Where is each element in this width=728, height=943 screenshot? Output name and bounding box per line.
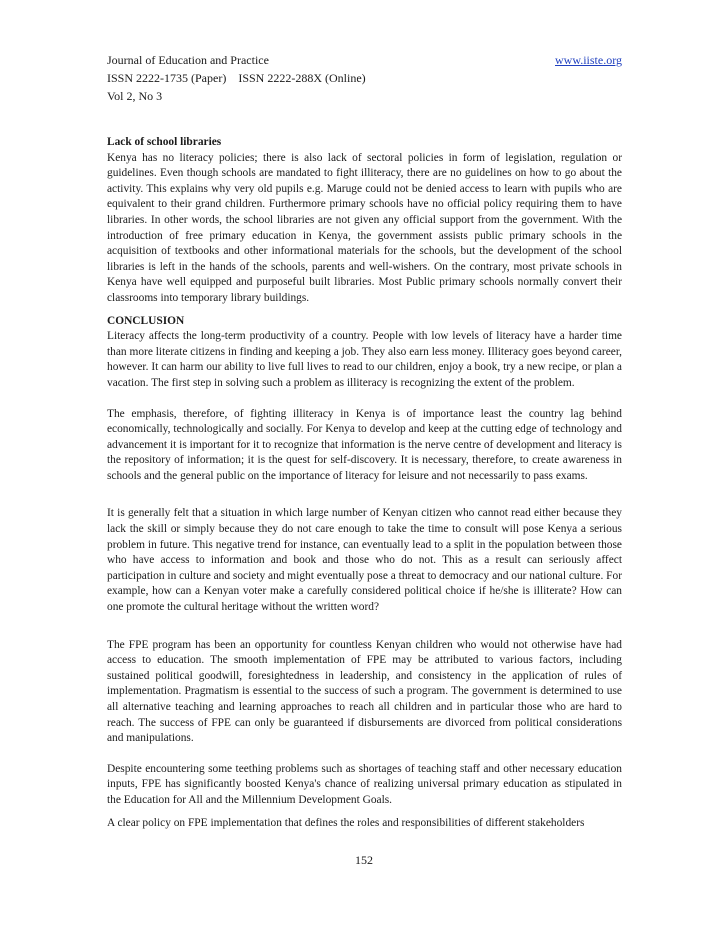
- journal-website-link[interactable]: www.iiste.org: [555, 53, 622, 67]
- section-heading-libraries: Lack of school libraries: [107, 136, 222, 148]
- section-heading-conclusion: CONCLUSION: [107, 314, 185, 327]
- paragraph-fpe-1: The FPE program has been an opportunity for countless Kenyan children who would not otherwise have had access to education. The smooth implementation of FPE may be attributed to various factors, including sustained political goodwill, foresightedness in leadership, and consistency in the application of rules of implementation. Pragmatism is essential to the success of such a program. The government is determined to use all alternative teaching and learning approaches to reach all children and in particular those who are hard to reach. The success of FPE can only be guaranteed if disbursements are divorced from political considerations and manipulations.: [107, 638, 622, 745]
- paragraph-conclusion-1: Literacy affects the long-term productivity of a country. People with low levels of literacy have a harder time than more literate citizens in finding and keeping a job. They also earn less money. Illiteracy goes beyond career, however. It can harm our ability to live full lives to read to our children, enjoy a book, try a new recipe, or plan a vacation. The first step in solving such a problem as illiteracy is recognizing the extent of the problem.: [107, 330, 622, 389]
- page-number: 152: [355, 853, 373, 867]
- issn-line: [107, 69, 622, 87]
- issn-online: ISSN 2222-288X (Online): [238, 71, 366, 85]
- paragraph-libraries: Kenya has no literacy policies; there is also lack of sectoral policies in form of legislation, regulation or guidelines. Even though schools are mandated to fight illiteracy, there are no guidelines on how to go about the activity. This explains why very old pupils e.g. Maruge could not be denied access to learn with pupils who are equivalent to their grand children. Furthermore primary schools have no official policy requiring them to have libraries. In other words, the school libraries are not given any official support from the government. With the introduction of free primary education in Kenya, the government assists public primary schools in the acquisition of textbooks and other informational materials for the schools, but the development of the school libraries is left in the hands of the schools, parents and well-wishers. On the contrary, most private schools in Kenya have well equipped and purposeful built libraries. Most Public primary schools normally convert their classrooms into temporary library buildings.: [107, 151, 622, 304]
- paragraph-fpe-3: A clear policy on FPE implementation that defines the roles and responsibilities of different stakeholders: [107, 816, 585, 829]
- issn-paper: ISSN 2222-1735 (Paper): [107, 71, 227, 85]
- volume-line: Vol 2, No 3: [107, 89, 163, 103]
- paragraph-conclusion-2: The emphasis, therefore, of fighting illiteracy in Kenya is of importance least the country lag behind economically, technologically and socially. For Kenya to develop and keep at the cutting edge of technology and advancement it is important for it to recognize that information is the nerve centre of development and literacy is the repository of information; it is the quest for self-discovery. It is necessary, therefore, to create awareness in schools and the general public on the importance of literacy for leisure and not necessarily to pass exams.: [107, 407, 622, 482]
- journal-title: Journal of Education and Practice: [107, 53, 269, 67]
- journal-header: [107, 51, 622, 105]
- article-body: [107, 135, 622, 831]
- paragraph-conclusion-3: It is generally felt that a situation in which large number of Kenyan citizen who cannot read either because they lack the skill or simply because they do not care enough to take the time to consult will pose Kenya a serious problem in future. This negative trend for instance, can eventually lead to a split in the population between those who have access to information and book and those who do not. This as a result can seriously affect participation in culture and society and might eventually pose a threat to democracy and our national culture. For example, how can a Kenyan voter make a carefully considered political choice if he/she is illiterate? How can one promote the cultural heritage without the written word?: [107, 507, 622, 614]
- paragraph-fpe-2: Despite encountering some teething problems such as shortages of teaching staff and other necessary education inputs, FPE has significantly boosted Kenya's chance of realizing universal primary education as stipulated in the Education for All and the Millennium Development Goals.: [107, 762, 622, 806]
